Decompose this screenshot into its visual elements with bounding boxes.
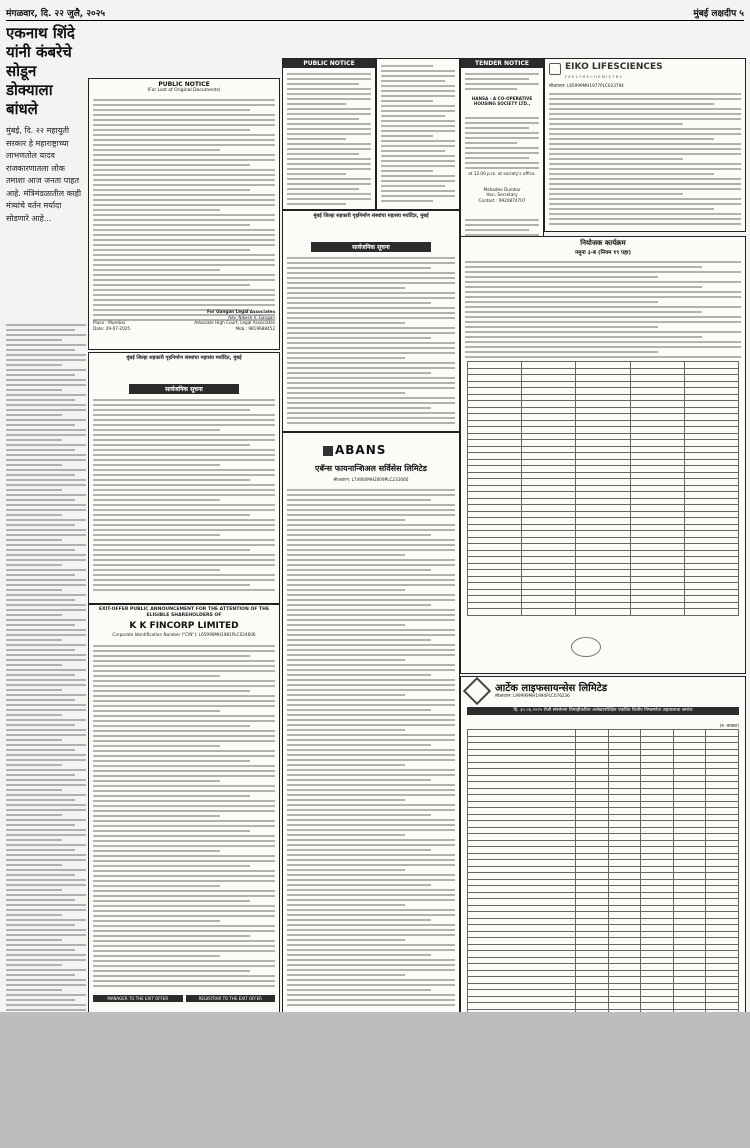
abans-logo [323,443,386,457]
notice-advocate: Adv. Nikesh V. Gangan [228,314,275,320]
artek-results-table [467,729,739,1014]
official-stamp-icon [571,637,601,657]
notice-address: Advocate High Court, Legal Associates [194,320,275,326]
federation-heading-2: सार्वजनिक सूचना [129,384,239,394]
housing-federation-notice-2 [88,352,280,604]
federation-heading-1: सार्वजनिक सूचना [311,242,431,252]
artek-lifesciences-results [460,676,746,1014]
kk-fincorp-exit-offer [88,604,280,1014]
public-notice-share-certificate [282,58,376,210]
artek-unit: (रु. लाखात) [719,723,739,728]
niyojan-title: नियोजक कार्यक्रम [580,239,626,247]
eiko-lifesciences-notice [544,58,746,232]
tender-office: Hon. Secretary [486,192,518,198]
page-header [6,4,744,21]
notice-mobile: Mob.: 9819688452 [235,325,275,331]
niyojan-table [467,361,739,616]
page-bottom-shade [0,1012,750,1148]
notice-sign: For Gangan Legal Associates [206,309,275,315]
abans-logo-icon [323,446,333,456]
notice-date: Date: 29-07-2025 [93,325,131,331]
eiko-tagline: F E E L T H E C H E M I S T R Y [565,74,622,79]
artek-cin: सीआयएन: L99999MH1994PLC076236 [495,693,570,698]
eiko-logo-icon [549,63,561,75]
abans-cin: सीआयएन: L74900MH2009PLC231660 [333,477,409,482]
kk-intro: EXIT-OFFER PUBLIC ANNOUNCEMENT FOR THE ATTENTION OF THE ELIGIBLE SHAREHOLDERS OF [98,607,270,618]
abans-financial-notice [282,432,460,1014]
kk-cin: Corporate Identification Number ("CIN"): L65990MH1981PLC024606 [112,632,256,637]
header-date: मंगळवार, दि. २२ जुलै, २०२५ [6,9,106,19]
tender-society: HANSA - A CO-OPERATIVE HOUSING SOCIETY LTD., [471,96,533,107]
left-article-body: मुंबई, दि. २२ महायुती सरकार हे महाराष्ट्राच्या लाभणतोल यादव राजकारणातला लोक तमाशा आज जनता पाहत आहे. मंत्रिमंडळातील काही मंत्र्यांचे वर्तन मर्यादा सोडणारे आहे... [6,126,82,223]
public-notice-subtitle: (For Lost of Original Documents) [147,88,221,93]
federation-title-1: मुंबई जिल्हा सहकारी गृहनिर्माण संस्थांचा महासंघ मर्यादित, मुंबई [313,213,429,219]
eiko-cin: सीआयएन: L65999MH1977PLC023794 [549,83,624,88]
housing-federation-notice-1 [282,210,460,432]
kk-name: K K FINCORP LIMITED [129,621,239,631]
marathi-notice-small [376,58,460,210]
tender-date: at 12.00 p.m. at society's office. [468,171,536,176]
kk-manager-label: MANAGER TO THE EXIT OFFER [93,995,183,1002]
abans-title: एबॅन्स फायनान्शिअल सर्विसेस लिमिटेड [315,464,427,473]
notice-place: Place : Mumbai [93,320,125,326]
public-notice-title: PUBLIC NOTICE [158,81,210,88]
tender-sign: Mahadeo Dumkar [483,187,521,192]
header-paper: मुंबई लक्षदीप ५ [693,9,744,19]
artek-results-heading: दि. ३०.०६.२०२५ रोजी संपलेल्या तिमाहीकरिता अलेखापरिक्षित एकतित वित्तीय निष्कर्षांचा अहवालाचा सारांश [467,707,739,715]
left-article-headline: एकनाथ शिंदे यांनी कंबरेचे सोडून डोक्याला बांधले [6,24,75,118]
kk-registrar-label: REGISTRAR TO THE EXIT OFFER [186,995,276,1002]
tender-contact: Contact : 9920874707 [478,197,526,203]
left-column-article [6,24,86,1014]
tender-notice-title: TENDER NOTICE [461,59,543,68]
artek-title: आर्टेक लाइफसायन्सेस लिमिटेड [495,683,608,694]
artek-logo-icon [463,677,491,705]
niyojan-karyakram [460,236,746,674]
public-notice-2-title: PUBLIC NOTICE [283,59,375,68]
federation-title-2: मुंबई जिल्हा सहकारी गृहनिर्माण संस्थांचा महासंघ मर्यादित, मुंबई [126,355,242,361]
eiko-brand: EIKO LIFESCIENCES [565,62,663,72]
niyojan-subtitle: नमुना ३-ब (नियम १९ पहा) [575,250,631,256]
public-notice-lost-documents [88,78,280,350]
abans-name: ABANS [335,443,387,457]
